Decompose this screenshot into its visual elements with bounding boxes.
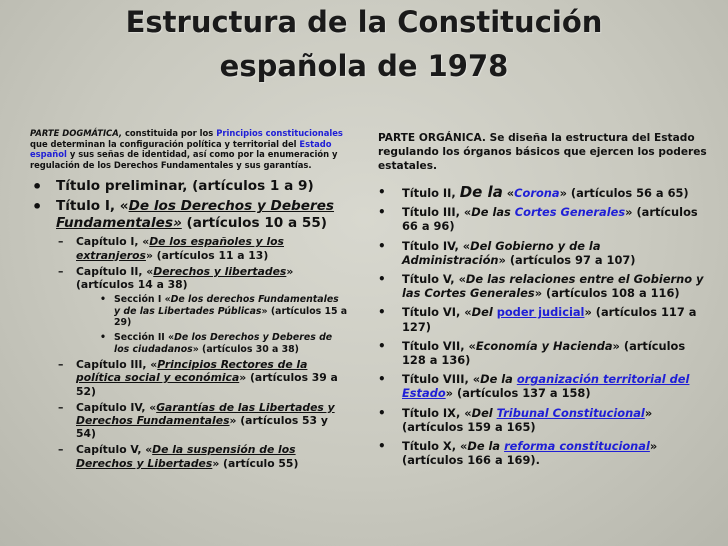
link-poder-judicial[interactable]: poder judicial: [496, 305, 585, 320]
link-estado-espanol[interactable]: Estado español: [30, 138, 332, 160]
list-item-seccion-2: • Sección II «De los Derechos y Deberes de los ciudadanos» (artículos 30 a 38): [30, 332, 348, 355]
left-column: [30, 128, 348, 473]
list-item-titulo-5: • Título V, «De las relaciones entre el Gobierno y las Cortes Generales» (artículos 108 a 116): [378, 272, 708, 300]
list-item-capitulo-2: – Capítulo II, «Derechos y libertades» (artículos 14 a 38): [30, 265, 348, 291]
link-capitulo-5[interactable]: De la suspensión de los Derechos y Libertades: [76, 443, 296, 470]
link-capitulo-3[interactable]: Principios Rectores de la política social y económica: [76, 358, 308, 385]
link-principios[interactable]: Principios constitucionales: [216, 128, 343, 138]
list-item-titulo-preliminar: • Título preliminar, (artículos 1 a 9): [30, 178, 348, 195]
list-item-seccion-1: • Sección I «De los derechos Fundamentales y de las Libertades Públicas» (artículos 15 a 29): [30, 294, 348, 329]
organic-intro: PARTE ORGÁNICA. Se diseña la estructura del Estado regulando los órganos básicos que ejercen los poderes estatales.: [378, 132, 707, 172]
list-item-titulo-9: • Título IX, «Del Tribunal Constitucional» (artículos 159 a 165): [378, 406, 708, 434]
dogmatic-list: [30, 178, 348, 469]
list-item-titulo-4: • Título IV, «Del Gobierno y de la Administración» (artículos 97 a 107): [378, 239, 708, 267]
right-column: [378, 128, 708, 472]
list-item-capitulo-1: – Capítulo I, «De los españoles y los extranjeros» (artículos 11 a 13): [30, 235, 348, 261]
link-tribunal-constitucional[interactable]: Tribunal Constitucional: [496, 405, 645, 420]
link-corona[interactable]: Corona: [514, 186, 560, 200]
link-cortes-generales[interactable]: Cortes Generales: [514, 205, 626, 220]
link-capitulo-4[interactable]: Garantías de las Libertades y Derechos Fundamentales: [76, 400, 335, 427]
list-item-titulo-10: • Título X, «De la reforma constitucional» (artículos 166 a 169).: [378, 439, 708, 467]
organic-list: [378, 185, 708, 467]
list-item-titulo-1: • Título I, «De los Derechos y Deberes Fundamentales» (artículos 10 a 55): [30, 198, 348, 232]
slide-title: [0, 0, 728, 88]
list-item-titulo-3: • Título III, «De las Cortes Generales» (artículos 66 a 96): [378, 205, 708, 233]
title-line-1: Estructura de la Constitución: [125, 5, 603, 39]
list-item-capitulo-5: – Capítulo V, «De la suspensión de los Derechos y Libertades» (artículo 55): [30, 443, 348, 469]
list-item-capitulo-4: – Capítulo IV, «Garantías de las Libertades y Derechos Fundamentales» (artículos 53 y 54): [30, 401, 348, 441]
dogmatic-intro: PARTE DOGMÁTICA, constituida por los Principios constitucionales que determinan la configuración política y territorial del Estado español y sus señas de identidad, así como por la enumeración y regulación de los Derechos Fundamentales y sus garantías.: [30, 128, 343, 170]
link-organizacion-territorial[interactable]: organización territorial del Estado: [402, 372, 690, 401]
list-item-titulo-6: • Título VI, «Del poder judicial» (artículos 117 a 127): [378, 305, 708, 333]
link-capitulo-2[interactable]: Derechos y libertades: [153, 264, 287, 278]
title-line-2: española de 1978: [219, 49, 509, 83]
list-item-capitulo-3: – Capítulo III, «Principios Rectores de la política social y económica» (artículos 39 a 52): [30, 358, 348, 398]
list-item-titulo-8: • Título VIII, «De la organización territorial del Estado» (artículos 137 a 158): [378, 372, 708, 400]
link-titulo-1[interactable]: De los Derechos y Deberes Fundamentales»: [56, 198, 335, 232]
dogmatic-lead: PARTE DOGMÁTICA,: [30, 128, 123, 138]
link-capitulo-1[interactable]: De los españoles y los extranjeros: [76, 235, 284, 262]
link-reforma-constitucional[interactable]: reforma constitucional: [504, 439, 650, 454]
list-item-titulo-2: • Título II, De la «Corona» (artículos 56 a 65): [378, 185, 708, 200]
list-item-titulo-7: • Título VII, «Economía y Hacienda» (artículos 128 a 136): [378, 339, 708, 367]
